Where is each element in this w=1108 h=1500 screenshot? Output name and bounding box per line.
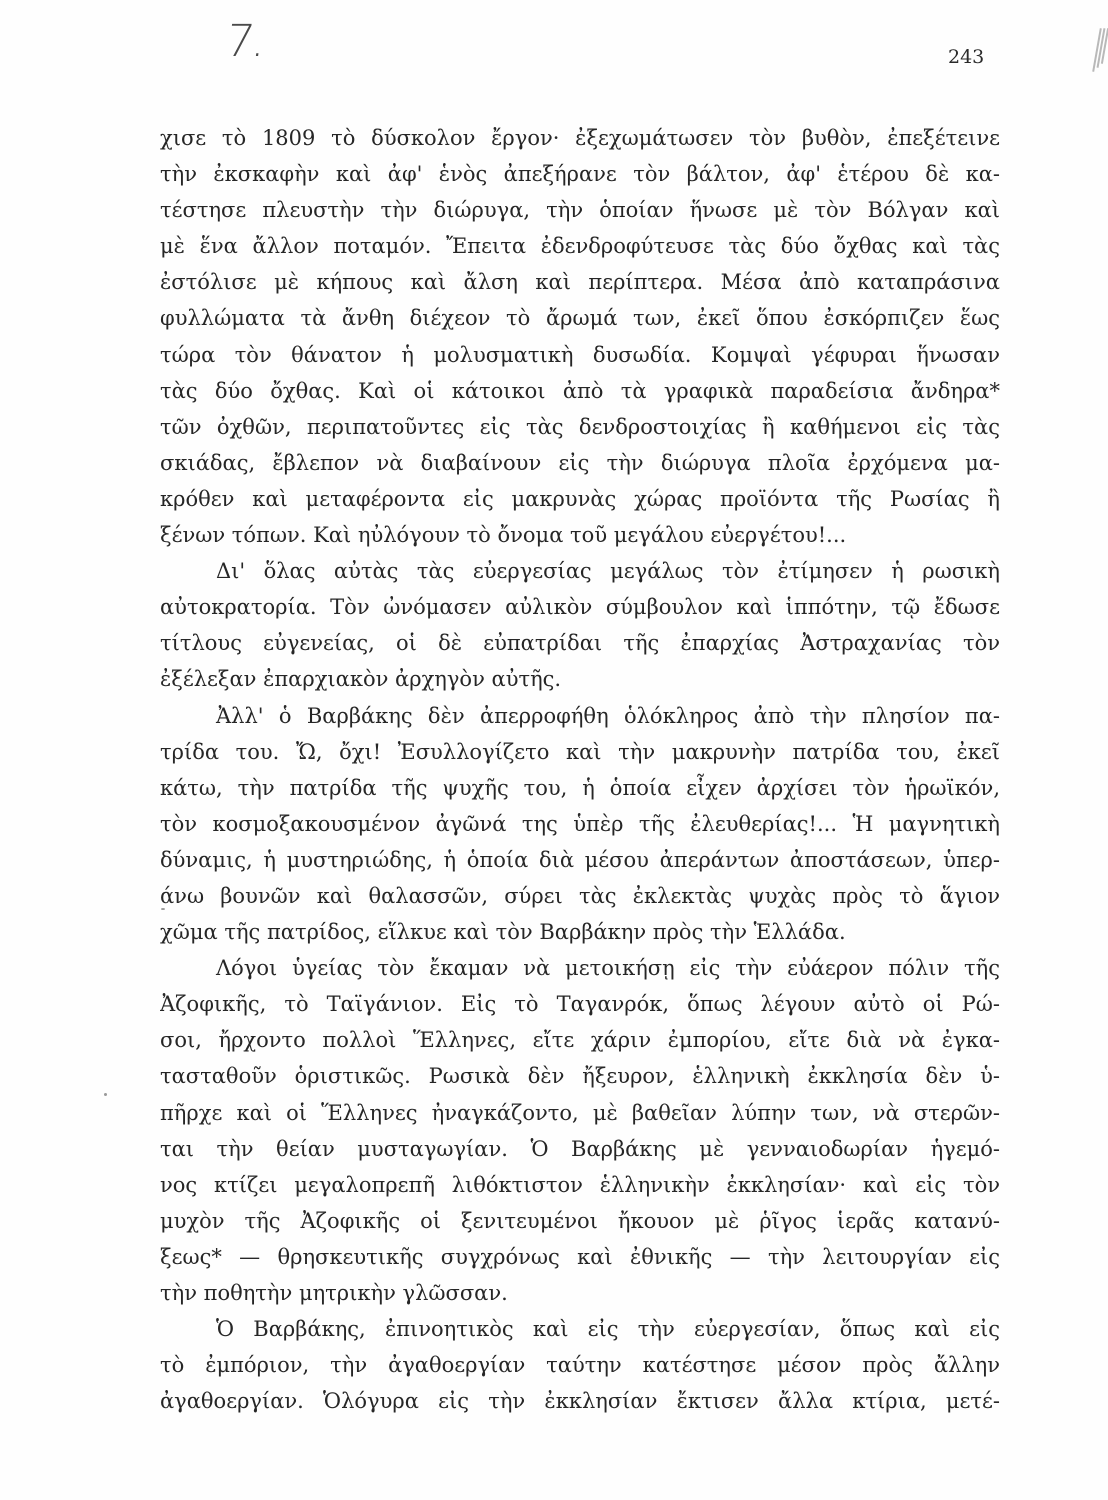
text-line: κρόθεν καὶ μεταφέροντα εἰς μακρυνὰς χώρας προϊόντα τῆς Ρωσίας ἢ bbox=[160, 486, 1000, 511]
handwritten-page-mark: 7. bbox=[222, 16, 268, 67]
paragraph bbox=[160, 950, 1000, 1311]
text-line: Λόγοι ὑγείας τὸν ἔκαμαν νὰ μετοικήσῃ εἰς τὴν εὐάερον πόλιν τῆς bbox=[216, 956, 1000, 981]
text-line: χισε τὸ 1809 τὸ δύσκολον ἔργον· ἐξεχωμάτωσεν τὸν βυθὸν, ἐπεξέτεινε bbox=[160, 126, 1000, 150]
scan-speck bbox=[104, 1093, 107, 1096]
text-line: τῶν ὀχθῶν, περιπατοῦντες εἰς τὰς δενδροστοιχίας ἢ καθήμενοι εἰς τὰς bbox=[160, 414, 1000, 439]
text-line: ξένων τόπων. Καὶ ηὐλόγουν τὸ ὄνομα τοῦ μεγάλου εὐεργέτου!... bbox=[160, 523, 847, 548]
paragraph bbox=[160, 1311, 1000, 1419]
text-line: μυχὸν τῆς Ἀζοφικῆς οἱ ξενιτευμένοι ἤκουον μὲ ῥῖγος ἱερᾶς κατανύ- bbox=[160, 1208, 1000, 1233]
text-line: ξεως* — θρησκευτικῆς συγχρόνως καὶ ἐθνικῆς — τὴν λειτουργίαν εἰς bbox=[160, 1244, 1000, 1269]
text-line: τασταθοῦν ὁριστικῶς. Ρωσικὰ δὲν ἤξευρον, ἑλληνικὴ ἐκκλησία δὲν ὑ- bbox=[160, 1064, 1000, 1089]
text-line: σοι, ἤρχοντο πολλοὶ Ἕλληνες, εἴτε χάριν ἐμπορίου, εἴτε διὰ νὰ ἐγκα- bbox=[160, 1028, 1000, 1053]
text-line: κάτω, τὴν πατρίδα τῆς ψυχῆς του, ἡ ὁποία εἶχεν ἀρχίσει τὸν ἡρωϊκόν, bbox=[160, 775, 1000, 800]
text-line: ἐστόλισε μὲ κήπους καὶ ἄλση καὶ περίπτερα. Μέσα ἀπὸ καταπράσινα bbox=[160, 270, 1000, 295]
text-line: τρίδα του. Ὤ, ὄχι! Ἐσυλλογίζετο καὶ τὴν μακρυνὴν πατρίδα του, ἐκεῖ bbox=[160, 739, 1000, 764]
text-line: χῶμα τῆς πατρίδος, εἵλκυε καὶ τὸν Βαρβάκην πρὸς τὴν Ἑλλάδα. bbox=[160, 920, 846, 945]
text-line: νος κτίζει μεγαλοπρεπῆ λιθόκτιστον ἑλληνικὴν ἐκκλησίαν· καὶ εἰς τὸν bbox=[160, 1172, 1000, 1197]
text-line: Δι' ὅλας αὐτὰς τὰς εὐεργεσίας μεγάλως τὸν ἐτίμησεν ἡ ρωσικὴ bbox=[216, 559, 1000, 584]
text-line: τίτλους εὐγενείας, οἱ δὲ εὐπατρίδαι τῆς ἐπαρχίας Ἀστραχανίας τὸν bbox=[160, 631, 1000, 656]
text-line: αὐτοκρατορία. Τὸν ὠνόμασεν αὐλικὸν σύμβουλον καὶ ἱππότην, τῷ ἔδωσε bbox=[160, 595, 1000, 620]
text-line: τὴν ἐκσκαφὴν καὶ ἀφ' ἑνὸς ἀπεξήρανε τὸν βάλτον, ἀφ' ἑτέρου δὲ κα- bbox=[160, 162, 1000, 187]
text-line: ἀγαθοεργίαν. Ὁλόγυρα εἰς τὴν ἐκκλησίαν ἔκτισεν ἄλλα κτίρια, μετέ- bbox=[160, 1389, 1000, 1414]
paragraph bbox=[160, 553, 1000, 697]
text-line: Ἀζοφικῆς, τὸ Ταϊγάνιον. Εἰς τὸ Ταγανρόκ, ὅπως λέγουν αὐτὸ οἱ Ρώ- bbox=[160, 992, 1000, 1017]
text-line: σκιάδας, ἔβλεπον νὰ διαβαίνουν εἰς τὴν διώρυγα πλοῖα ἐρχόμενα μα- bbox=[160, 450, 1000, 475]
page-edge-marks bbox=[1094, 28, 1108, 76]
text-line: τώρα τὸν θάνατον ἡ μολυσματικὴ δυσωδία. Κομψαὶ γέφυραι ἥνωσαν bbox=[160, 342, 1000, 367]
text-line: φυλλώματα τὰ ἄνθη διέχεον τὸ ἄρωμά των, ἐκεῖ ὅπου ἐσκόρπιζεν ἕως bbox=[160, 306, 1000, 331]
text-line: ἐξέλεξαν ἐπαρχιακὸν ἀρχηγὸν αὐτῆς. bbox=[160, 667, 562, 692]
body-text bbox=[160, 120, 1000, 1419]
text-line: τὴν ποθητὴν μητρικὴν γλῶσσαν. bbox=[160, 1281, 508, 1305]
text-line: Ὁ Βαρβάκης, ἐπινοητικὸς καὶ εἰς τὴν εὐεργεσίαν, ὅπως καὶ εἰς bbox=[216, 1317, 1000, 1342]
text-line: τὰς δύο ὄχθας. Καὶ οἱ κάτοικοι ἀπὸ τὰ γραφικὰ παραδείσια ἄνδηρα* bbox=[160, 378, 1000, 403]
page-number: 243 bbox=[948, 46, 985, 68]
text-line: δύναμις, ἡ μυστηριώδης, ἡ ὁποία διὰ μέσου ἀπεράντων ἀποστάσεων, ὑπερ- bbox=[160, 847, 1000, 872]
text-line: άνω βουνῶν καὶ θαλασσῶν, σύρει τὰς ἐκλεκτὰς ψυχὰς πρὸς τὸ ἅγιον bbox=[160, 883, 1000, 908]
text-line: τέστησε πλευστὴν τὴν διώρυγα, τὴν ὁποίαν ἥνωσε μὲ τὸν Βόλγαν καὶ bbox=[160, 198, 1000, 223]
text-line: Ἀλλ' ὁ Βαρβάκης δὲν ἀπερροφήθη ὁλόκληρος ἀπὸ τὴν πλησίον πα- bbox=[216, 703, 1000, 728]
text-line: τὸ ἐμπόριον, τὴν ἀγαθοεργίαν ταύτην κατέστησε μέσον πρὸς ἄλλην bbox=[160, 1353, 1000, 1378]
paragraph bbox=[160, 698, 1000, 951]
text-line: τὸν κοσμοξακουσμένον ἀγῶνά της ὑπὲρ τῆς ἐλευθερίας!... Ἡ μαγνητικὴ bbox=[160, 811, 1000, 836]
text-line: πῆρχε καὶ οἱ Ἕλληνες ἠναγκάζοντο, μὲ βαθεῖαν λύπην των, νὰ στερῶν- bbox=[160, 1100, 1000, 1125]
text-line: μὲ ἕνα ἄλλον ποταμόν. Ἔπειτα ἐδενδροφύτευσε τὰς δύο ὄχθας καὶ τὰς bbox=[160, 234, 1000, 259]
paragraph bbox=[160, 120, 1000, 553]
text-line: ται τὴν θείαν μυσταγωγίαν. Ὁ Βαρβάκης μὲ γενναιοδωρίαν ἡγεμό- bbox=[160, 1136, 1000, 1161]
